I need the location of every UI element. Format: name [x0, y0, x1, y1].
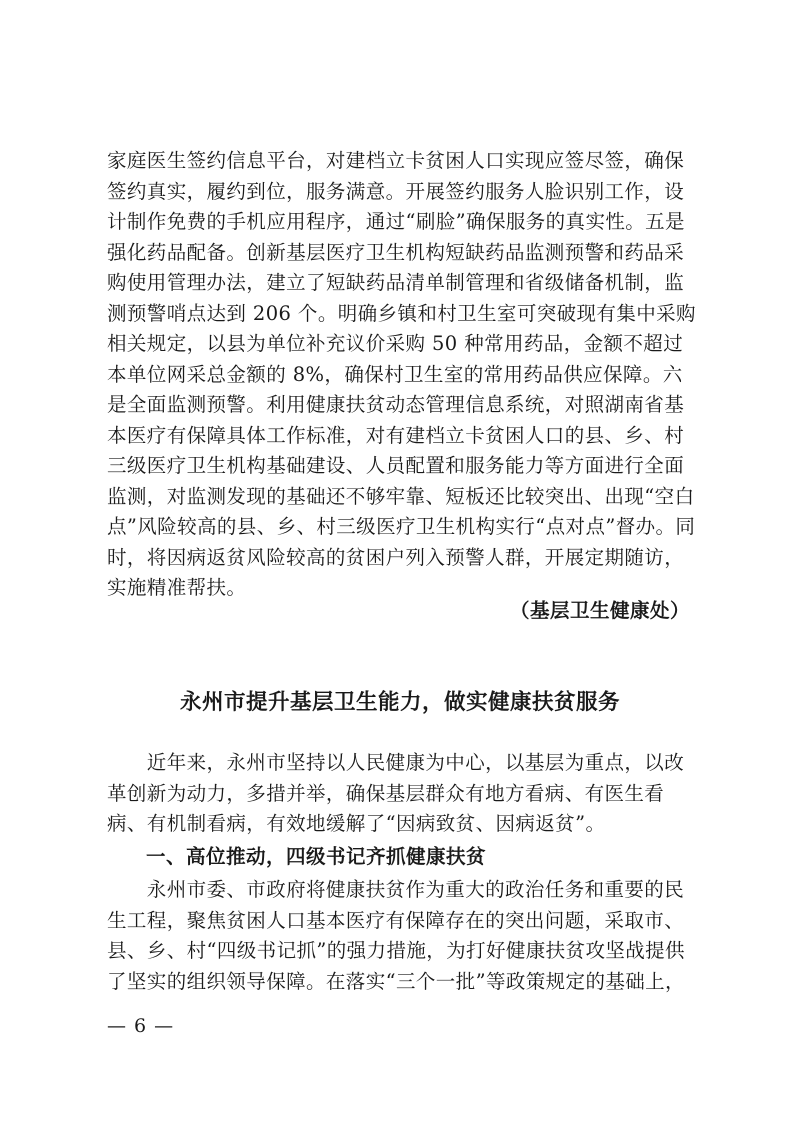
paragraph-line: 革创新为动力，多措并举，确保基层群众有地方看病、有医生看: [107, 781, 665, 805]
section-heading: 一、高位推动，四级书记齐抓健康扶贫: [146, 845, 487, 868]
paragraph-line: 测预警哨点达到 206 个。明确乡镇和村卫生室可突破现有集中采购: [107, 301, 696, 325]
paragraph-line: 相关规定，以县为单位补充议价采购 50 种常用药品，金额不超过: [107, 332, 684, 355]
paragraph-line: 点”风险较高的县、乡、村三级医疗卫生机构实行“点对点”督办。同: [107, 515, 696, 538]
paragraph-line: 了坚实的组织领导保障。在落实“三个一批”等政策规定的基础上，: [107, 969, 685, 993]
paragraph-line: 实施精准帮扶。: [107, 576, 247, 599]
paragraph-line: 时，将因病返贫风险较高的贫困户列入预警人群，开展定期随访，: [107, 545, 685, 569]
paragraph-line: 签约真实，履约到位，服务满意。开展签约服务人脸识别工作，设: [107, 179, 685, 203]
section-body-paragraph: [107, 875, 707, 997]
paragraph-line: 县、乡、村“四级书记抓”的强力措施，为打好健康扶贫攻坚战提供: [107, 939, 685, 962]
continued-paragraph: [107, 146, 707, 604]
paragraph-line: 病、有机制看病，有效地缓解了“因病致贫、因病返贫”。: [107, 812, 606, 835]
intro-paragraph: [107, 748, 707, 840]
article-title: 永州市提升基层卫生能力，做实健康扶贫服务: [179, 690, 620, 715]
paragraph-line: 是全面监测预警。利用健康扶贫动态管理信息系统，对照湖南省基: [107, 393, 685, 416]
page-number: — 6 —: [107, 1015, 175, 1037]
paragraph-line: 本医疗有保障具体工作标准，对有建档立卡贫困人口的县、乡、村: [107, 423, 685, 447]
paragraph-line: 强化药品配备。创新基层医疗卫生机构短缺药品监测预警和药品采: [107, 240, 685, 264]
paragraph-line: 家庭医生签约信息平台，对建档立卡贫困人口实现应签尽签，确保: [107, 149, 685, 172]
paragraph-line: 监测，对监测发现的基础还不够牢靠、短板还比较突出、出现“空白: [107, 484, 695, 508]
paragraph-line: 购使用管理办法，建立了短缺药品清单制管理和省级储备机制，监: [107, 271, 685, 294]
paragraph-line: 生工程，聚焦贫困人口基本医疗有保障存在的突出问题，采取市、: [107, 908, 685, 932]
paragraph-line: 三级医疗卫生机构基础建设、人员配置和服务能力等方面进行全面: [107, 454, 685, 477]
section-credit: （基层卫生健康处）: [509, 599, 690, 622]
paragraph-line: 近年来，永州市坚持以人民健康为中心，以基层为重点，以改: [107, 751, 685, 774]
paragraph-line: 计制作免费的手机应用程序，通过“刷脸”确保服务的真实性。五是: [107, 210, 685, 233]
paragraph-line: 永州市委、市政府将健康扶贫作为重大的政治任务和重要的民: [107, 878, 685, 901]
paragraph-line: 本单位网采总金额的 8%，确保村卫生室的常用药品供应保障。六: [107, 362, 683, 386]
